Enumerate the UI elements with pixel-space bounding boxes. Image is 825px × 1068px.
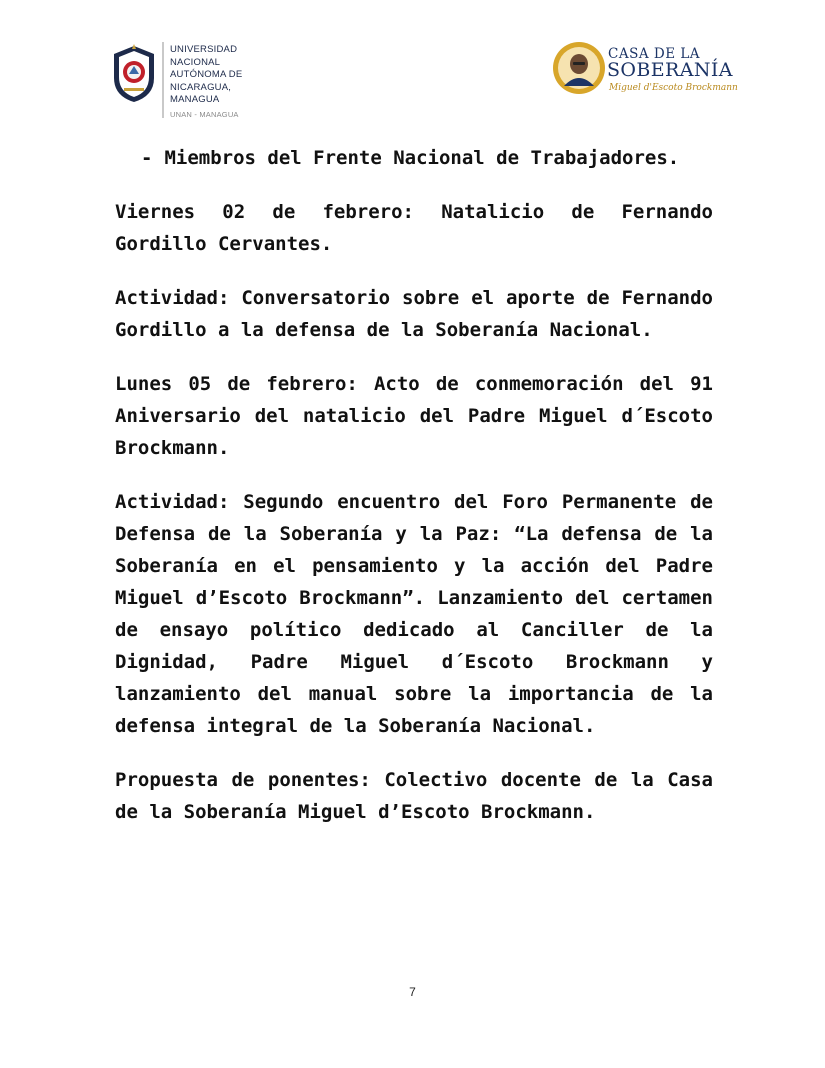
casa-title-line1: CASA DE LA [608,46,701,62]
unan-line: UNIVERSIDAD [170,44,238,55]
casa-title-line2: SOBERANÍA [607,59,733,81]
paragraph-natalicio-gordillo: Viernes 02 de febrero: Natalicio de Fernando Gordillo Cervantes. [115,201,713,255]
unan-line: NICARAGUA, [170,81,232,93]
document-body [115,142,713,850]
unan-line: NACIONAL [170,56,221,68]
page-number: 7 [409,985,416,999]
bullet-text: Miembros del Frente Nacional de Trabajadores. [164,147,680,169]
bullet-dash: - [141,147,153,169]
unan-name [170,44,242,121]
unan-line: AUTÓNOMA DE [170,69,243,80]
paragraph-actividad-foro: Actividad: Segundo encuentro del Foro Permanente de Defensa de la Soberanía y la Paz: “La defensa de la Soberanía en el pensamiento y la acción del Padre Miguel d’Escoto Brockmann”. Lanzamiento del certamen de ensayo político dedicado al Canciller de la Dignidad, Padre Miguel d´Escoto Brockmann y lanzamiento del manual sobre la importancia de la defensa integral de la Soberanía Nacional. [115,491,713,737]
unan-subtitle: UNAN - MANAGUA [170,109,239,119]
casa-soberania-header [552,40,738,100]
casa-portrait-emblem [552,40,608,96]
header-divider [162,42,164,118]
paragraph-propuesta-ponentes: Propuesta de ponentes: Colectivo docente de la Casa de la Soberanía Miguel d’Escoto Brockmann. [115,769,713,823]
unan-seal-logo [110,44,158,104]
unan-line: MANAGUA [170,94,220,105]
unan-header [110,42,270,122]
paragraph-acto-conmemoracion: Lunes 05 de febrero: Acto de conmemoración del 91 Aniversario del natalicio del Padre Miguel d´Escoto Brockmann. [115,373,713,459]
bullet-item [115,142,713,174]
casa-subtitle: Miguel d'Escoto Brockmann [609,83,738,93]
paragraph-actividad-conversatorio: Actividad: Conversatorio sobre el aporte de Fernando Gordillo a la defensa de la Soberanía Nacional. [115,287,713,341]
